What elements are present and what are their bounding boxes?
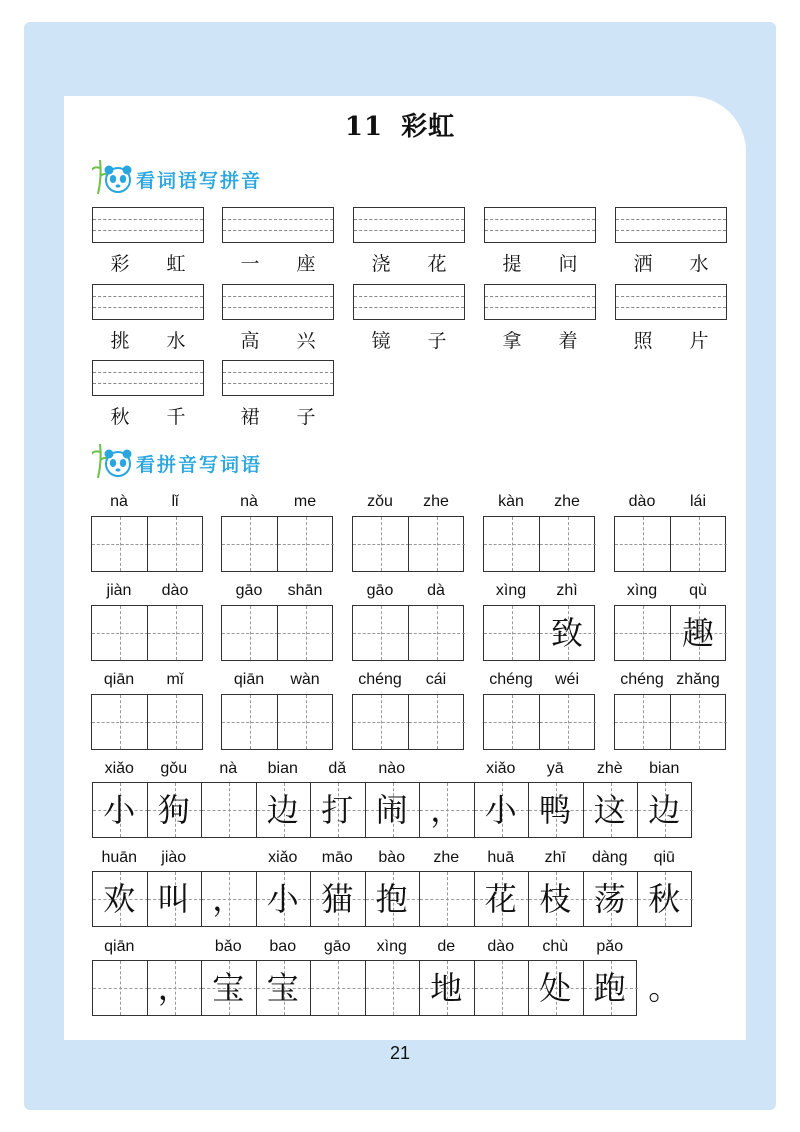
tianzige-word-box[interactable] — [221, 694, 333, 750]
tianzige-cell[interactable] — [278, 517, 334, 571]
pinyin-syllable: jiào — [161, 849, 187, 866]
tianzige-cell[interactable] — [202, 783, 257, 837]
given-character: 小 — [103, 791, 136, 829]
pinyin-syllable: māo — [321, 849, 353, 866]
pinyin-answer-box[interactable] — [92, 360, 204, 396]
tianzige-cell[interactable] — [92, 695, 148, 749]
pinyin-syllable: cái — [425, 671, 447, 688]
page-title — [0, 106, 800, 143]
pinyin-syllable: xìng — [495, 582, 527, 599]
pinyin-answer-box[interactable] — [222, 284, 334, 320]
pinyin-syllable: gāo — [366, 582, 394, 599]
word-character: 片 — [689, 330, 709, 352]
pinyin-syllable: dà — [427, 582, 445, 599]
pinyin-syllable: xìng — [376, 938, 407, 955]
given-character: 边 — [266, 791, 299, 829]
word-character: 镜 — [371, 330, 391, 352]
tianzige-word-box[interactable] — [483, 516, 595, 572]
tianzige-word-box[interactable] — [91, 516, 203, 572]
pinyin-syllable: bian — [649, 760, 680, 777]
given-character: 欢 — [103, 880, 136, 918]
panda-bamboo-icon — [92, 156, 134, 196]
given-character: 处 — [539, 969, 572, 1007]
tianzige-word-box[interactable] — [221, 516, 333, 572]
tianzige-cell[interactable] — [353, 517, 409, 571]
word-character: 花 — [427, 253, 447, 275]
tianzige-cell[interactable] — [353, 695, 409, 749]
given-character: 鸭 — [539, 791, 572, 829]
pinyin-syllable: mǐ — [166, 671, 184, 688]
tianzige-cell[interactable] — [409, 517, 465, 571]
word-label — [615, 249, 727, 276]
pinyin-answer-box[interactable] — [92, 284, 204, 320]
pinyin-syllable: xiǎo — [486, 760, 516, 777]
tianzige-cell[interactable] — [311, 961, 366, 1015]
given-character: 宝 — [212, 969, 245, 1007]
word-character: 裙 — [240, 406, 260, 428]
pinyin-syllable: qù — [689, 582, 707, 599]
given-character: 抱 — [375, 880, 408, 918]
tianzige-cell[interactable] — [222, 695, 278, 749]
given-character: ， — [212, 880, 245, 918]
pinyin-syllable: xiǎo — [104, 760, 134, 777]
given-character: 猫 — [321, 880, 354, 918]
word-character: 问 — [558, 253, 578, 275]
pinyin-syllable: zhè — [596, 760, 623, 777]
word-label — [353, 326, 465, 353]
word-character: 虹 — [166, 253, 186, 275]
lesson-title: 彩虹 — [401, 112, 456, 142]
pinyin-syllable: xìng — [626, 582, 658, 599]
tianzige-cell[interactable] — [540, 695, 596, 749]
tianzige-cell[interactable] — [615, 695, 671, 749]
pinyin-syllable: bao — [269, 938, 297, 955]
tianzige-cell[interactable] — [409, 606, 465, 660]
word-character: 高 — [240, 330, 260, 352]
section-heading-text: 看词语写拼音 — [136, 170, 263, 192]
given-character: 叫 — [157, 880, 190, 918]
word-character: 兴 — [296, 330, 316, 352]
tianzige-cell[interactable] — [148, 606, 204, 660]
word-character: 水 — [689, 253, 709, 275]
pinyin-syllable: zǒu — [367, 493, 393, 510]
tianzige-cell[interactable] — [278, 606, 334, 660]
pinyin-answer-box[interactable] — [222, 360, 334, 396]
tianzige-cell[interactable] — [475, 961, 530, 1015]
pinyin-syllable: gāo — [235, 582, 263, 599]
pinyin-answer-box[interactable] — [615, 207, 727, 243]
pinyin-syllable: huān — [101, 849, 138, 866]
lesson-number: 11 — [344, 112, 384, 142]
pinyin-syllable: dào — [161, 582, 189, 599]
word-label — [92, 402, 204, 429]
pinyin-syllable: zhe — [423, 493, 449, 510]
pinyin-syllable: bào — [378, 849, 406, 866]
tianzige-cell[interactable] — [420, 872, 475, 926]
pinyin-syllable: zhǎng — [676, 671, 720, 688]
pinyin-syllable: de — [437, 938, 456, 955]
given-character: 这 — [593, 791, 626, 829]
panda-bamboo-icon — [92, 440, 134, 480]
pinyin-syllable: chù — [542, 938, 569, 955]
tianzige-cell[interactable] — [366, 961, 421, 1015]
pinyin-syllable: lǐ — [171, 493, 179, 510]
pinyin-syllable: qiān — [104, 938, 135, 955]
pinyin-syllable: nà — [110, 493, 128, 510]
pinyin-answer-box[interactable] — [615, 284, 727, 320]
pinyin-syllable: lái — [689, 493, 706, 510]
word-character: 彩 — [110, 253, 130, 275]
word-character: 拿 — [502, 330, 522, 352]
pinyin-syllable: gǒu — [160, 760, 188, 777]
pinyin-syllable: dàng — [591, 849, 628, 866]
word-label — [484, 249, 596, 276]
pinyin-syllable: zhe — [554, 493, 580, 510]
pinyin-syllable: chéng — [489, 671, 533, 688]
word-character: 浇 — [371, 253, 391, 275]
tianzige-cell[interactable] — [671, 517, 727, 571]
tianzige-cell[interactable] — [92, 517, 148, 571]
pinyin-syllable: chéng — [358, 671, 402, 688]
pinyin-syllable: dǎ — [328, 760, 347, 777]
tianzige-cell[interactable] — [148, 695, 204, 749]
pinyin-syllable: kàn — [498, 493, 524, 510]
pinyin-syllable: bian — [267, 760, 298, 777]
pinyin-answer-box[interactable] — [353, 284, 465, 320]
word-character: 一 — [240, 253, 260, 275]
tianzige-word-box[interactable] — [614, 694, 726, 750]
tianzige-word-box[interactable] — [614, 516, 726, 572]
pinyin-syllable: gāo — [323, 938, 351, 955]
given-character: 秋 — [648, 880, 681, 918]
tianzige-word-box[interactable] — [352, 694, 464, 750]
tianzige-cell[interactable] — [353, 606, 409, 660]
word-character: 着 — [558, 330, 578, 352]
word-character: 水 — [166, 330, 186, 352]
given-character: 边 — [648, 791, 681, 829]
tianzige-word-box[interactable] — [91, 694, 203, 750]
tianzige-cell[interactable] — [222, 606, 278, 660]
word-label — [353, 249, 465, 276]
word-label — [92, 249, 204, 276]
tianzige-cell[interactable] — [484, 695, 540, 749]
given-character: 小 — [484, 791, 517, 829]
page-number: 21 — [389, 1043, 411, 1063]
word-character: 洒 — [633, 253, 653, 275]
given-character: 枝 — [539, 880, 572, 918]
tianzige-word-box[interactable] — [352, 605, 464, 661]
pinyin-syllable: jiàn — [106, 582, 132, 599]
pinyin-answer-box[interactable] — [92, 207, 204, 243]
tianzige-cell[interactable] — [93, 961, 148, 1015]
given-character: 小 — [266, 880, 299, 918]
given-character: 打 — [321, 791, 354, 829]
tianzige-cell[interactable] — [148, 517, 204, 571]
pinyin-syllable: nào — [378, 760, 406, 777]
end-punctuation: 。 — [648, 969, 681, 1007]
tianzige-cell[interactable] — [409, 695, 465, 749]
word-label — [222, 402, 334, 429]
pinyin-syllable: shān — [287, 582, 323, 599]
word-label — [484, 326, 596, 353]
pinyin-syllable: zhe — [433, 849, 460, 866]
pinyin-syllable: chéng — [620, 671, 664, 688]
pinyin-answer-box[interactable] — [222, 207, 334, 243]
given-character: ， — [157, 969, 190, 1007]
pinyin-syllable: qiān — [233, 671, 265, 688]
pinyin-syllable: zhì — [556, 582, 578, 599]
tianzige-cell[interactable] — [484, 517, 540, 571]
pinyin-syllable: yā — [546, 760, 564, 777]
word-label — [92, 326, 204, 353]
tianzige-cell[interactable] — [540, 517, 596, 571]
word-character: 照 — [633, 330, 653, 352]
pinyin-syllable: bǎo — [214, 938, 242, 955]
tianzige-cell[interactable] — [615, 517, 671, 571]
pinyin-syllable: huā — [487, 849, 515, 866]
given-character: 趣 — [681, 614, 714, 652]
given-character: 荡 — [593, 880, 626, 918]
word-label — [222, 326, 334, 353]
word-character: 子 — [296, 406, 316, 428]
pinyin-syllable: wéi — [554, 671, 579, 688]
word-label — [222, 249, 334, 276]
tianzige-cell[interactable] — [671, 695, 727, 749]
word-character: 秋 — [110, 406, 130, 428]
tianzige-cell[interactable] — [484, 606, 540, 660]
given-character: ， — [430, 791, 463, 829]
pinyin-syllable: wàn — [290, 671, 320, 688]
pinyin-syllable: pǎo — [596, 938, 624, 955]
pinyin-answer-box[interactable] — [484, 284, 596, 320]
pinyin-syllable: qiū — [653, 849, 675, 866]
tianzige-word-box[interactable] — [221, 605, 333, 661]
pinyin-syllable: dào — [628, 493, 656, 510]
pinyin-answer-box[interactable] — [353, 207, 465, 243]
pinyin-syllable: nà — [240, 493, 258, 510]
given-character: 致 — [550, 614, 583, 652]
tianzige-word-box[interactable] — [91, 605, 203, 661]
tianzige-word-box[interactable] — [352, 516, 464, 572]
word-character: 座 — [296, 253, 316, 275]
pinyin-answer-box[interactable] — [484, 207, 596, 243]
section-heading-text: 看拼音写词语 — [136, 454, 263, 476]
word-label — [615, 326, 727, 353]
given-character: 跑 — [593, 969, 626, 1007]
given-character: 宝 — [266, 969, 299, 1007]
word-character: 挑 — [110, 330, 130, 352]
given-character: 狗 — [157, 791, 190, 829]
tianzige-word-box[interactable] — [483, 694, 595, 750]
word-character: 子 — [427, 330, 447, 352]
word-character: 提 — [502, 253, 522, 275]
given-character: 闹 — [375, 791, 408, 829]
given-character: 花 — [484, 880, 517, 918]
given-character: 地 — [430, 969, 463, 1007]
pinyin-syllable: me — [293, 493, 317, 510]
tianzige-cell[interactable] — [278, 695, 334, 749]
word-character: 千 — [166, 406, 186, 428]
pinyin-syllable: zhī — [544, 849, 566, 866]
pinyin-syllable: xiǎo — [268, 849, 298, 866]
tianzige-cell[interactable] — [92, 606, 148, 660]
pinyin-syllable: dào — [487, 938, 515, 955]
tianzige-cell[interactable] — [222, 517, 278, 571]
pinyin-syllable: qiān — [103, 671, 135, 688]
pinyin-syllable: nà — [219, 760, 238, 777]
tianzige-cell[interactable] — [615, 606, 671, 660]
